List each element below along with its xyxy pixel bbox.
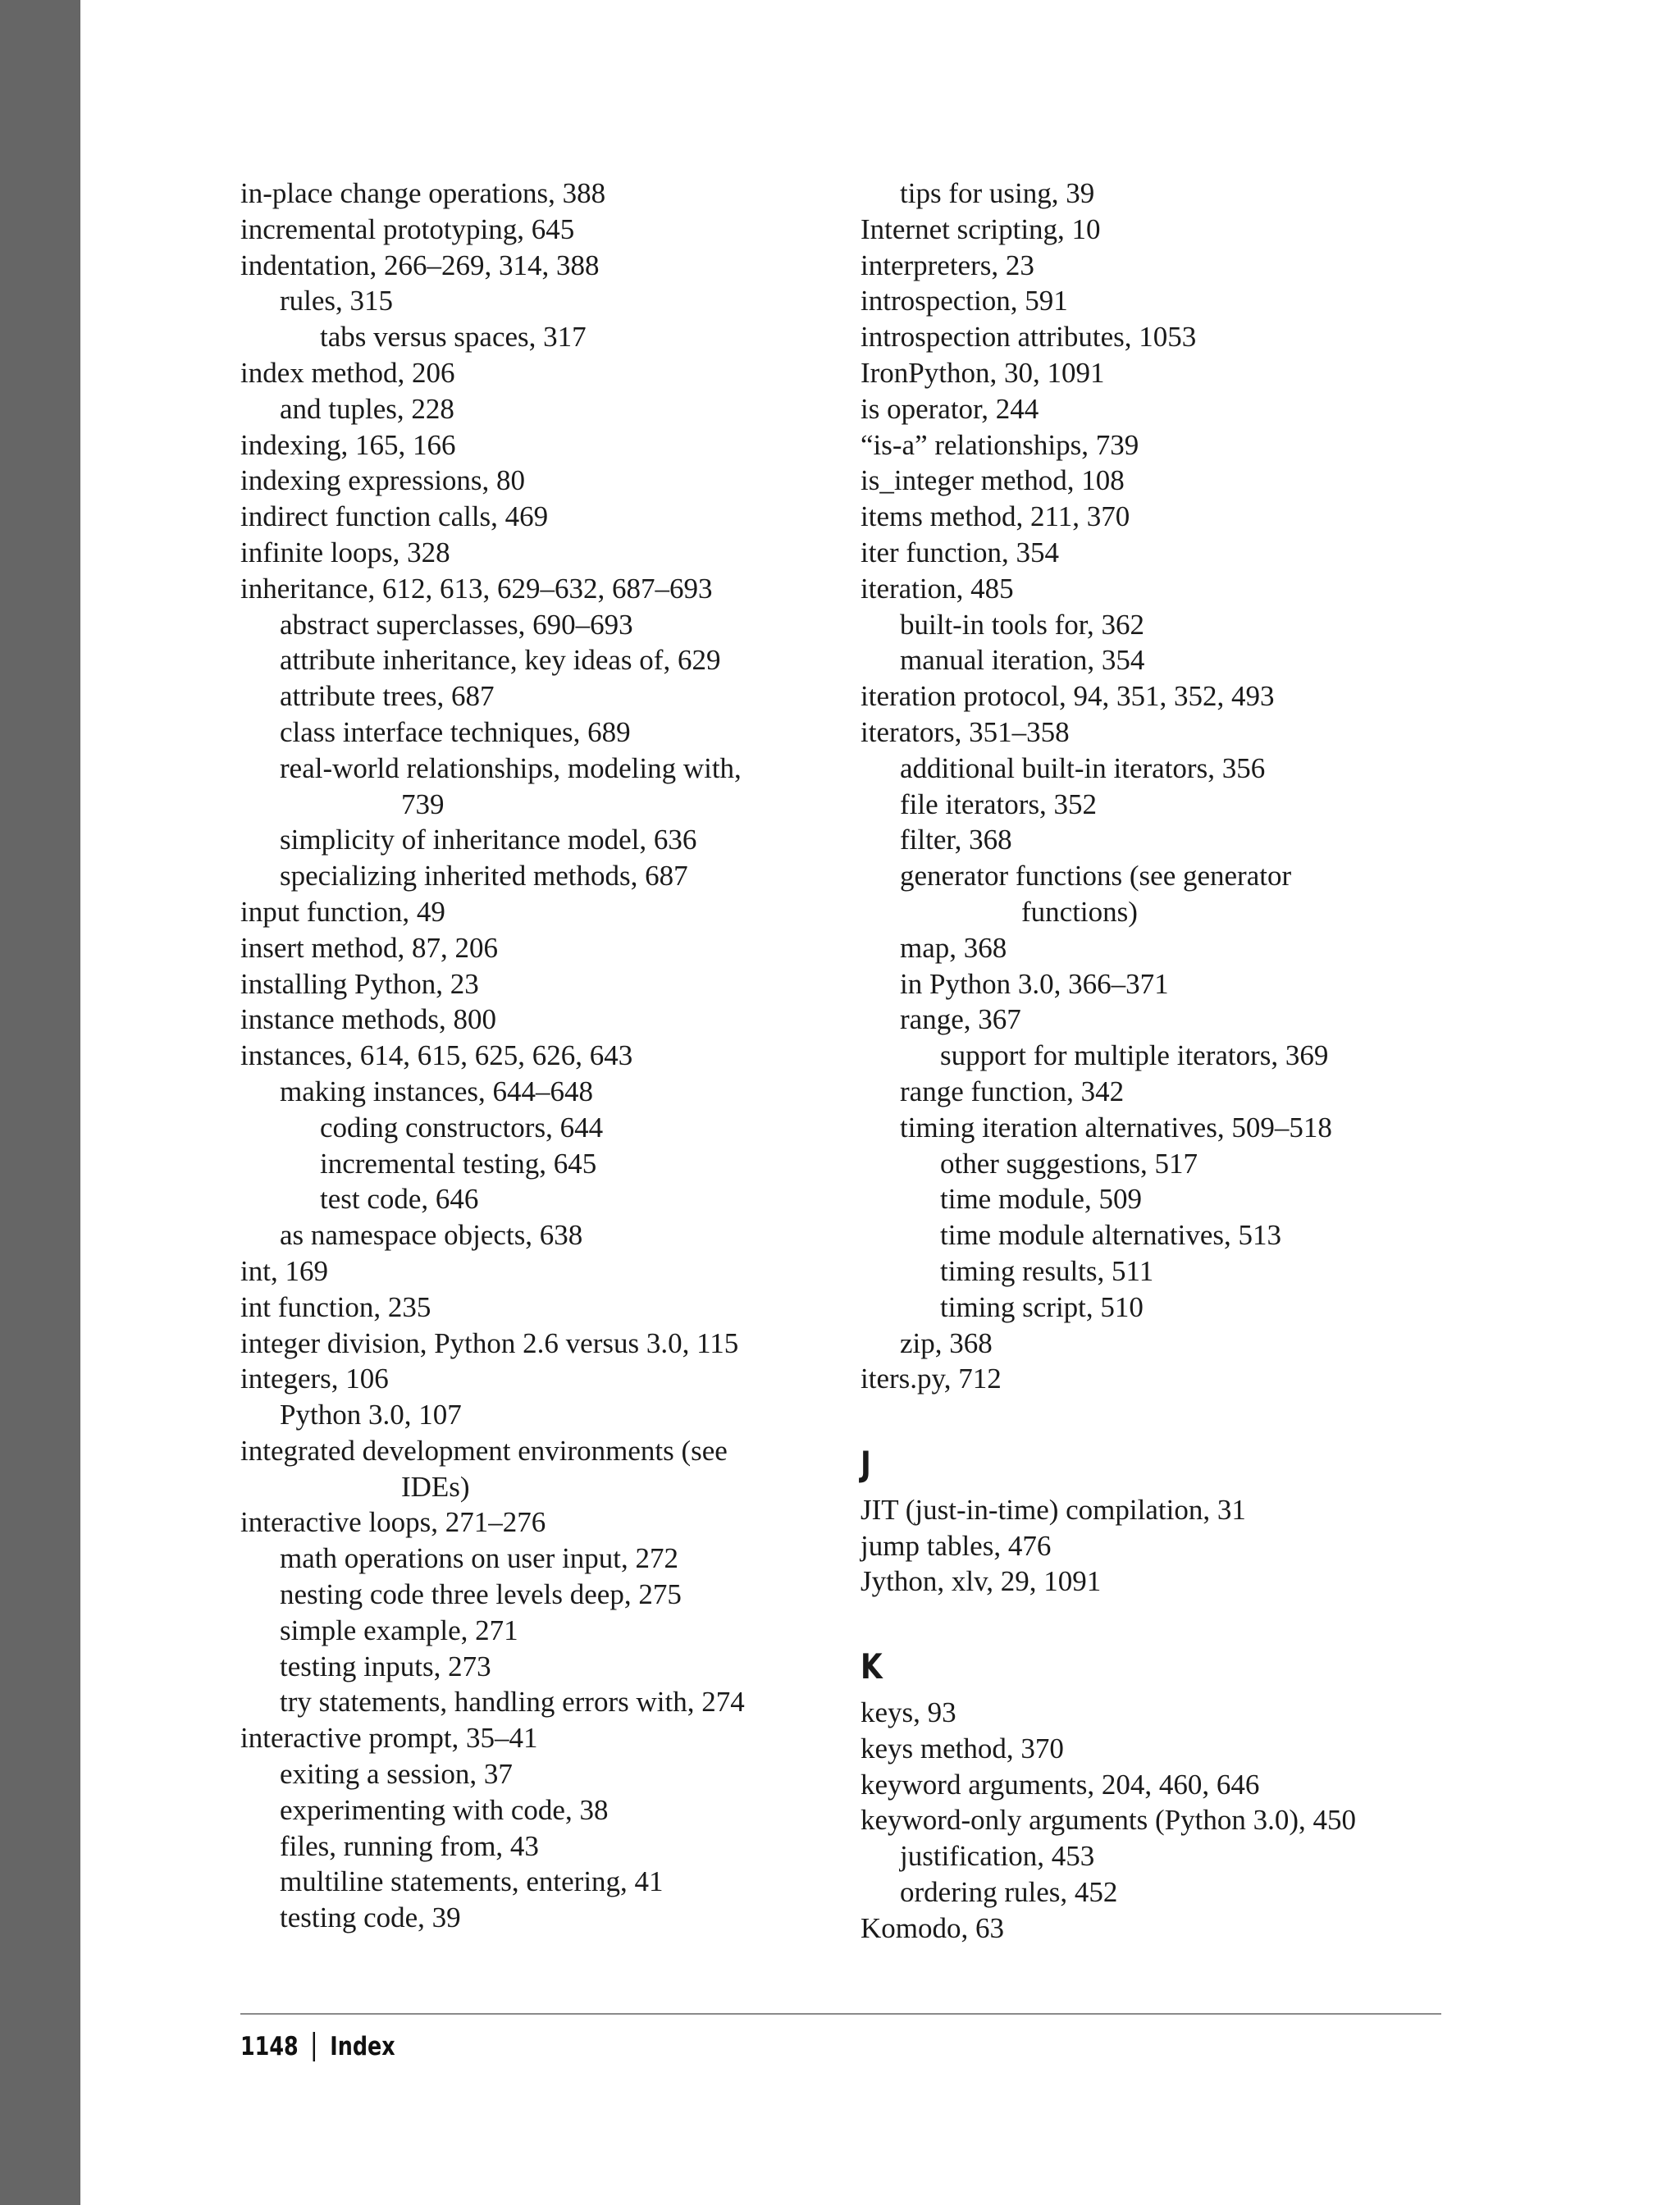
index-subentry: simple example, 271: [280, 1614, 518, 1646]
index-entry: introspection attributes, 1053: [861, 321, 1197, 354]
index-subentry: additional built-in iterators, 356: [900, 751, 1266, 784]
index-entry: indexing, 165, 166: [240, 428, 456, 461]
index-subentry: attribute trees, 687: [280, 680, 495, 713]
index-entry: is_integer method, 108: [861, 464, 1125, 497]
index-entry: interpreters, 23: [861, 249, 1034, 281]
index-subentry: incremental testing, 645: [320, 1147, 597, 1180]
index-subentry: abstract superclasses, 690–693: [280, 608, 633, 641]
index-entry: Internet scripting, 10: [861, 212, 1101, 245]
letter-heading: J: [861, 1443, 871, 1484]
index-subentry: timing iteration alternatives, 509–518: [900, 1111, 1332, 1144]
index-entry: introspection, 591: [861, 285, 1068, 317]
index-entry: indexing expressions, 80: [240, 464, 526, 497]
index-subentry: rules, 315: [280, 285, 394, 317]
index-subentry: range function, 342: [900, 1075, 1125, 1107]
footer-rule: [240, 2013, 1441, 2015]
index-entry: infinite loops, 328: [240, 536, 450, 568]
section-spacer: [861, 1397, 1451, 1433]
index-subentry: generator functions (see generator: [900, 860, 1292, 892]
index-entry: int function, 235: [240, 1290, 431, 1323]
index-subentry: files, running from, 43: [280, 1829, 539, 1862]
index-subentry: timing results, 511: [940, 1254, 1154, 1287]
index-entry: iter function, 354: [861, 536, 1060, 568]
index-entry: instance methods, 800: [240, 1003, 497, 1036]
index-entry: iters.py, 712: [861, 1363, 1002, 1395]
index-subentry: time module alternatives, 513: [940, 1219, 1282, 1252]
index-subentry: specializing inherited methods, 687: [280, 860, 688, 892]
index-entry: items method, 211, 370: [861, 500, 1130, 533]
index-subentry: testing inputs, 273: [280, 1650, 491, 1682]
index-subentry: making instances, 644–648: [280, 1075, 594, 1107]
index-entry: integrated development environments (see: [240, 1434, 728, 1467]
index-subentry: multiline statements, entering, 41: [280, 1865, 664, 1898]
index-subentry: simplicity of inheritance model, 636: [280, 824, 697, 856]
footer-separator: [313, 2032, 315, 2061]
index-entry: keys method, 370: [861, 1732, 1064, 1764]
index-subentry: zip, 368: [900, 1326, 993, 1359]
index-subentry: built-in tools for, 362: [900, 608, 1145, 641]
index-entry: is operator, 244: [861, 392, 1039, 425]
index-subentry: time module, 509: [940, 1183, 1142, 1216]
index-subentry: nesting code three levels deep, 275: [280, 1578, 682, 1611]
index-entry: keyword arguments, 204, 460, 646: [861, 1768, 1260, 1801]
index-entry: int, 169: [240, 1254, 328, 1287]
index-subentry: range, 367: [900, 1003, 1021, 1036]
index-entry-continuation: 739: [401, 788, 445, 820]
index-subentry: attribute inheritance, key ideas of, 629: [280, 644, 721, 677]
index-entry: indentation, 266–269, 314, 388: [240, 249, 600, 281]
index-subentry: exiting a session, 37: [280, 1758, 513, 1791]
index-entry: iterators, 351–358: [861, 715, 1070, 748]
index-subentry: coding constructors, 644: [320, 1111, 604, 1144]
index-subentry: tabs versus spaces, 317: [320, 321, 587, 354]
page-edge-bar: [0, 0, 80, 2205]
page-number: 1148: [240, 2032, 299, 2061]
index-entry: integer division, Python 2.6 versus 3.0, 115: [240, 1326, 739, 1359]
index-subentry: experimenting with code, 38: [280, 1793, 609, 1826]
index-subentry: timing script, 510: [940, 1290, 1144, 1323]
index-subentry: as namespace objects, 638: [280, 1219, 583, 1252]
index-subentry: class interface techniques, 689: [280, 715, 631, 748]
index-subentry: try statements, handling errors with, 274: [280, 1686, 745, 1719]
index-entry: keyword-only arguments (Python 3.0), 450: [861, 1804, 1357, 1837]
index-subentry: filter, 368: [900, 824, 1012, 856]
index-entry: indirect function calls, 469: [240, 500, 549, 533]
index-entry: iteration protocol, 94, 351, 352, 493: [861, 680, 1275, 713]
index-entry: Jython, xlv, 29, 1091: [861, 1565, 1102, 1598]
index-entry: installing Python, 23: [240, 967, 479, 1000]
index-entry: integers, 106: [240, 1363, 389, 1395]
index-subentry: testing code, 39: [280, 1901, 461, 1934]
index-entry: input function, 49: [240, 895, 445, 928]
index-entry: inheritance, 612, 613, 629–632, 687–693: [240, 572, 713, 605]
index-subentry: map, 368: [900, 931, 1007, 964]
index-entry: insert method, 87, 206: [240, 931, 498, 964]
index-entry: instances, 614, 615, 625, 626, 643: [240, 1039, 633, 1072]
index-entry: iteration, 485: [861, 572, 1014, 605]
index-subentry: math operations on user input, 272: [280, 1542, 679, 1575]
index-entry-continuation: functions): [1021, 895, 1138, 928]
index-entry: jump tables, 476: [861, 1529, 1052, 1562]
index-entry: IronPython, 30, 1091: [861, 356, 1105, 389]
index-subentry: ordering rules, 452: [900, 1876, 1118, 1909]
index-subentry: other suggestions, 517: [940, 1147, 1198, 1180]
index-subentry: real-world relationships, modeling with,: [280, 751, 742, 784]
index-entry: “is-a” relationships, 739: [861, 428, 1139, 461]
index-subentry: justification, 453: [900, 1840, 1095, 1873]
index-entry: incremental prototyping, 645: [240, 212, 575, 245]
index-entry: interactive prompt, 35–41: [240, 1722, 538, 1755]
index-column-right: [861, 176, 1451, 1947]
index-column-left: [240, 176, 815, 1936]
index-subentry: file iterators, 352: [900, 788, 1098, 820]
index-entry: index method, 206: [240, 356, 455, 389]
index-subentry: support for multiple iterators, 369: [940, 1039, 1329, 1072]
index-subentry: manual iteration, 354: [900, 644, 1145, 677]
index-subentry: in Python 3.0, 366–371: [900, 967, 1169, 1000]
page-footer: [240, 2029, 395, 2064]
index-subentry: tips for using, 39: [900, 177, 1095, 209]
letter-heading: K: [861, 1646, 883, 1687]
section-spacer: [861, 1600, 1451, 1636]
index-subentry: Python 3.0, 107: [280, 1399, 462, 1431]
section-title: Index: [330, 2032, 395, 2061]
index-entry-continuation: IDEs): [401, 1470, 470, 1503]
index-entry: interactive loops, 271–276: [240, 1506, 546, 1539]
index-subentry: and tuples, 228: [280, 392, 454, 425]
index-entry: Komodo, 63: [861, 1911, 1004, 1944]
index-entry: keys, 93: [861, 1696, 956, 1729]
index-subentry: test code, 646: [320, 1183, 479, 1216]
index-entry: in-place change operations, 388: [240, 177, 606, 209]
index-entry: JIT (just-in-time) compilation, 31: [861, 1493, 1246, 1526]
